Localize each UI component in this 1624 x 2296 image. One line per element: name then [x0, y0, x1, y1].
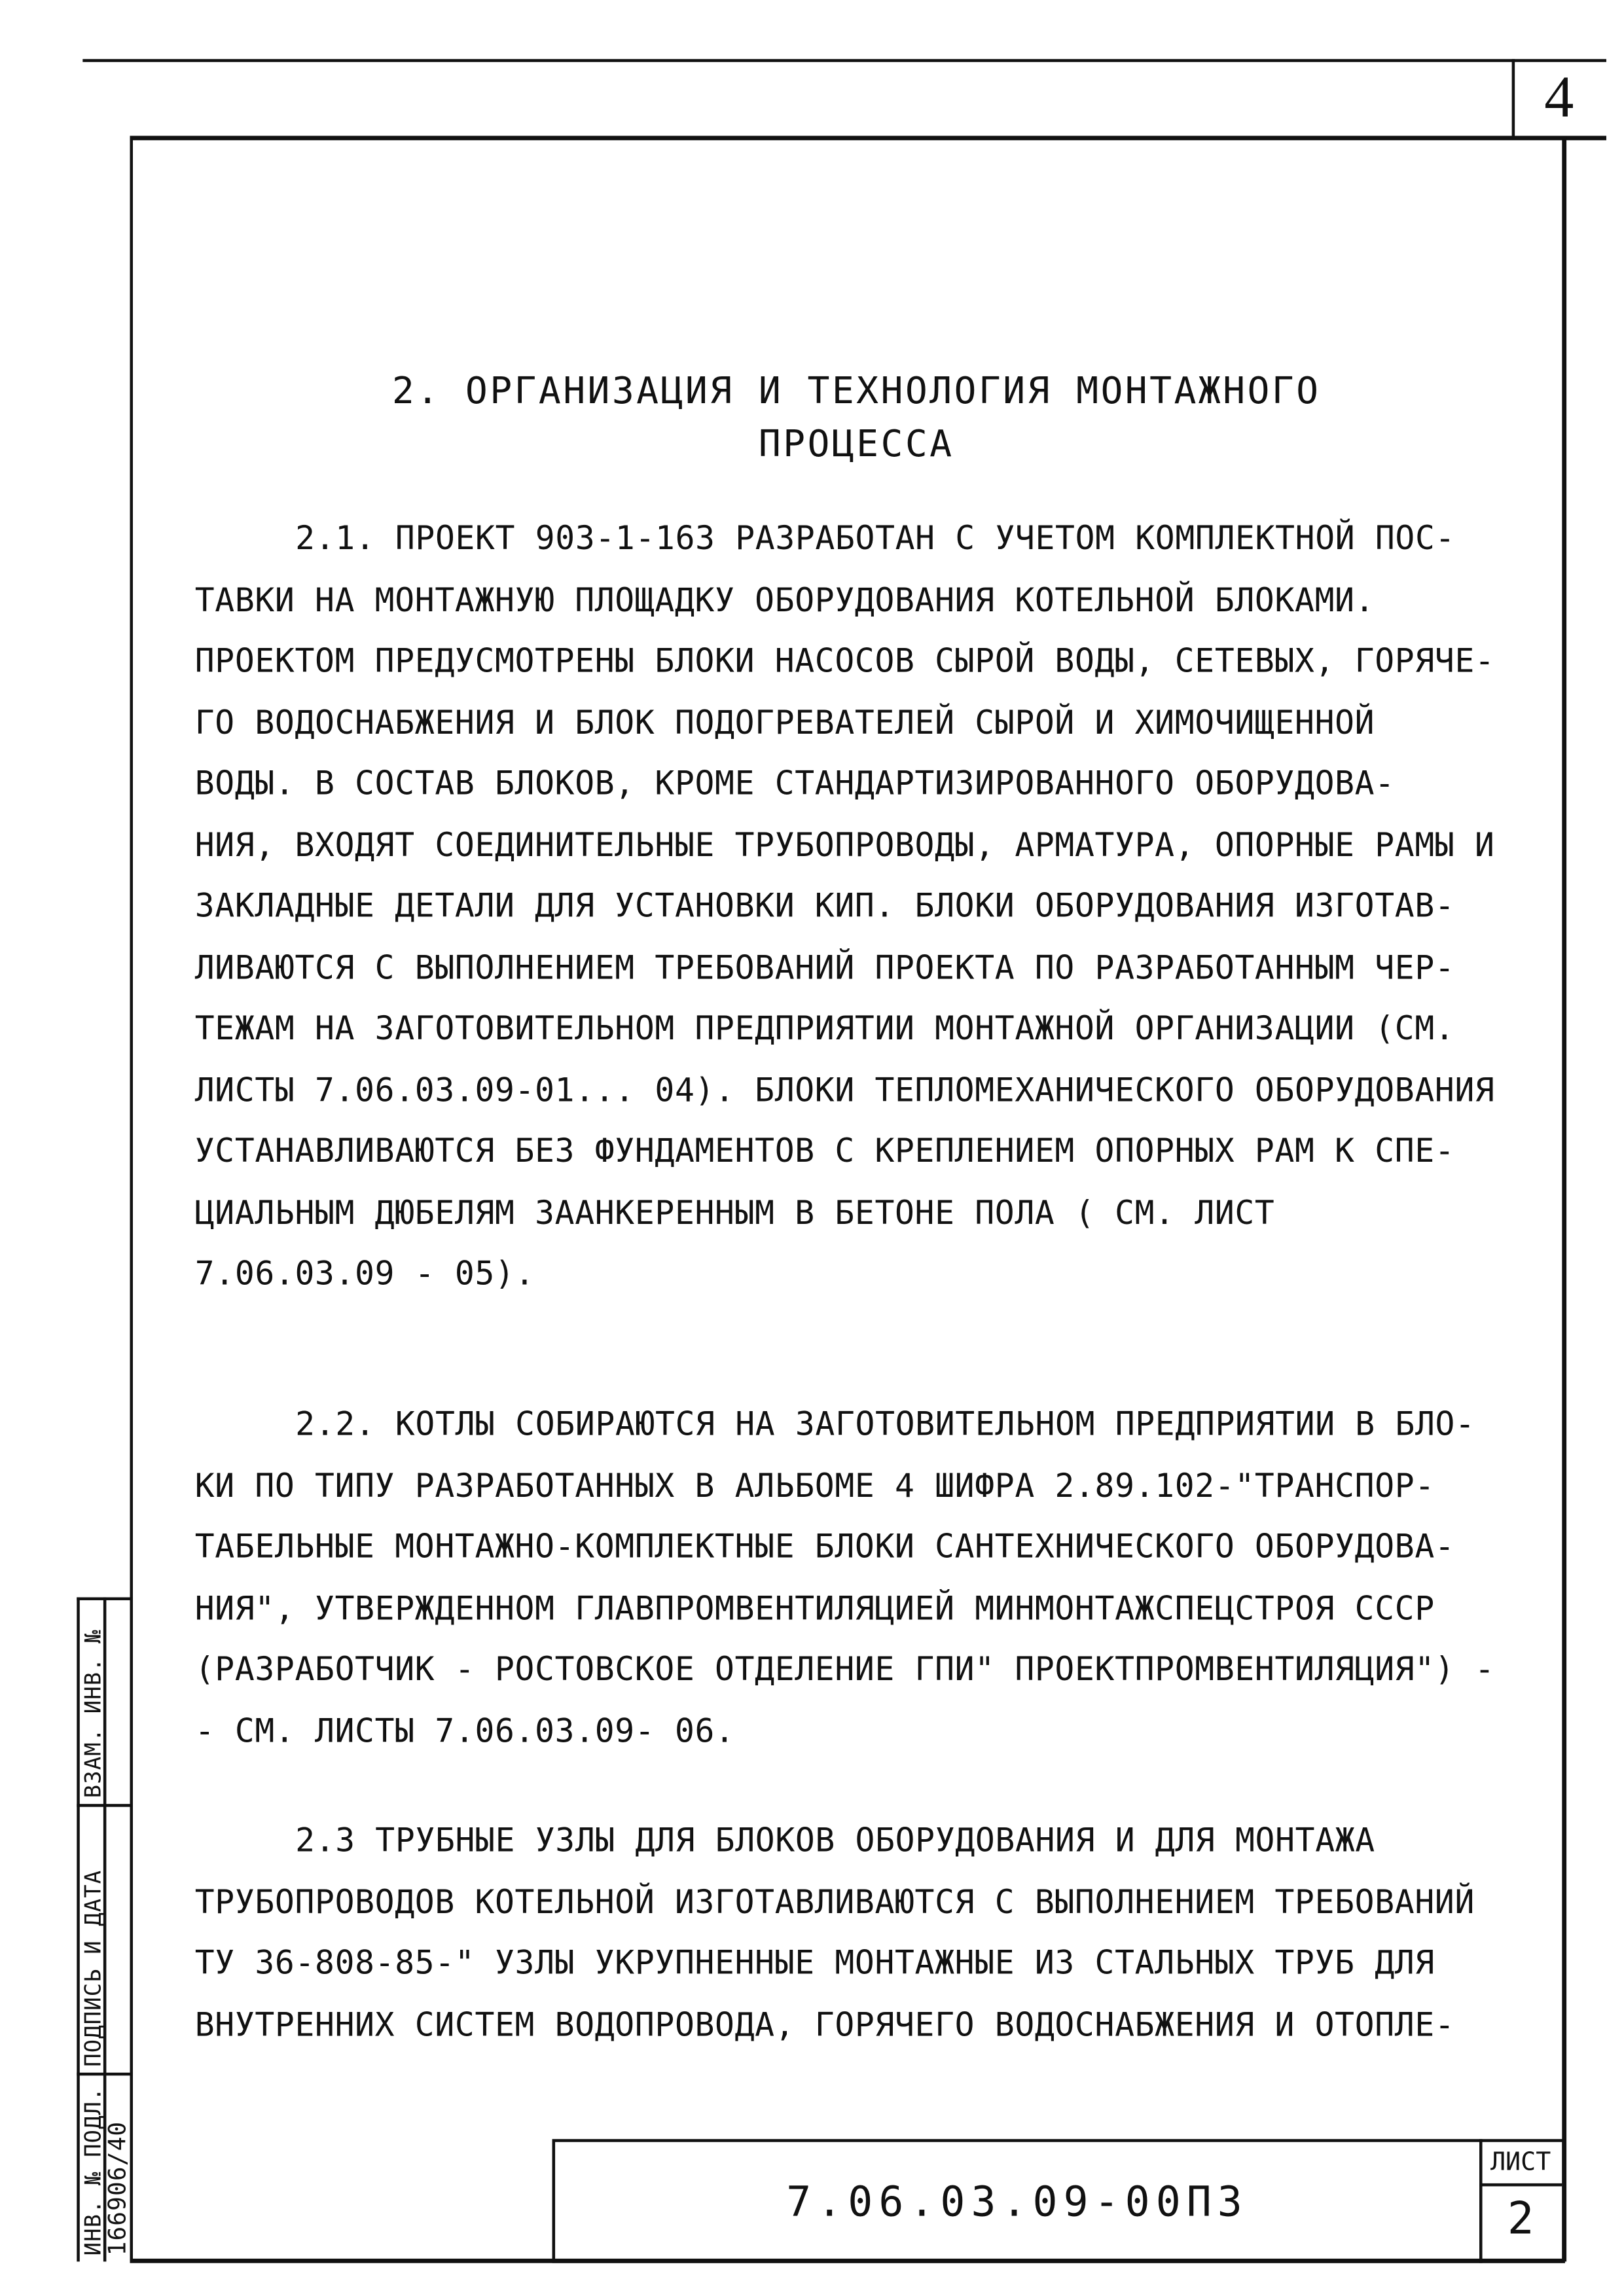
sheet-label: ЛИСТ	[1490, 2147, 1551, 2178]
frame-top	[130, 136, 1606, 141]
side-label-inv-number: ИНВ. № ПОДЛ.	[79, 2087, 107, 2256]
text-line: ТАВКИ НА МОНТАЖНУЮ ПЛОЩАДКУ ОБОРУДОВАНИЯ КОТЕЛЬНОЙ БЛОКАМИ.	[194, 582, 1375, 620]
side-stamp-divider-1	[77, 1804, 133, 1807]
text-line: (РАЗРАБОТЧИК - РОСТОВСКОЕ ОТДЕЛЕНИЕ ГПИ" ПРОЕКТПРОМВЕНТИЛЯЦИЯ") -	[194, 1651, 1495, 1689]
corner-page-number: 4	[1544, 63, 1574, 130]
frame-right	[1562, 136, 1566, 2262]
text-line: 2.1. ПРОЕКТ 903-1-163 РАЗРАБОТАН С УЧЕТОМ КОМПЛЕКТНОЙ ПОС-	[295, 521, 1456, 558]
side-stamp-divider-2	[77, 2073, 133, 2076]
paragraph-2-2	[195, 1395, 1539, 1763]
text-line: ВНУТРЕННИХ СИСТЕМ ВОДОПРОВОДА, ГОРЯЧЕГО ВОДОСНАБЖЕНИЯ И ОТОПЛЕ-	[194, 2007, 1455, 2044]
text-line: КИ ПО ТИПУ РАЗРАБОТАННЫХ В АЛЬБОМЕ 4 ШИФРА 2.89.102-"ТРАНСПОР-	[194, 1468, 1435, 1505]
text-line: ГО ВОДОСНАБЖЕНИЯ И БЛОК ПОДОГРЕВАТЕЛЕЙ СЫРОЙ И ХИМОЧИЩЕННОЙ	[194, 705, 1375, 742]
paragraph-2-1	[195, 509, 1539, 1306]
text-line: ТАБЕЛЬНЫЕ МОНТАЖНО-КОМПЛЕКТНЫЕ БЛОКИ САНТЕХНИЧЕСКОГО ОБОРУДОВА-	[194, 1529, 1455, 1567]
text-line: ЛИСТЫ 7.06.03.09-01... 04). БЛОКИ ТЕПЛОМЕХАНИЧЕСКОГО ОБОРУДОВАНИЯ	[194, 1072, 1495, 1110]
text-line: - СМ. ЛИСТЫ 7.06.03.09- 06.	[194, 1713, 735, 1750]
section-heading-line1: 2. ОРГАНИЗАЦИЯ И ТЕХНОЛОГИЯ МОНТАЖНОГО	[391, 368, 1321, 412]
text-line: ЦИАЛЬНЫМ ДЮБЕЛЯМ ЗААНКЕРЕННЫМ В БЕТОНЕ ПОЛА ( СМ. ЛИСТ	[194, 1194, 1275, 1232]
sheet-number: 2	[1507, 2193, 1534, 2246]
text-line: УСТАНАВЛИВАЮТСЯ БЕЗ ФУНДАМЕНТОВ С КРЕПЛЕНИЕМ ОПОРНЫХ РАМ К СПЕ-	[194, 1134, 1455, 1171]
side-value-inv-number: 166906/40	[103, 2121, 132, 2256]
text-line: ВОДЫ. В СОСТАВ БЛОКОВ, КРОМЕ СТАНДАРТИЗИРОВАННОГО ОБОРУДОВА-	[194, 766, 1395, 803]
document-code: 7.06.03.09-00ПЗ	[786, 2177, 1248, 2227]
side-label-replace-inv: ВЗАМ. ИНВ. №	[79, 1629, 107, 1799]
text-line: 2.3 ТРУБНЫЕ УЗЛЫ ДЛЯ БЛОКОВ ОБОРУДОВАНИЯ И ДЛЯ МОНТАЖА	[295, 1823, 1375, 1860]
text-line: НИЯ", УТВЕРЖДЕННОМ ГЛАВПРОМВЕНТИЛЯЦИЕЙ МИНМОНТАЖСПЕЦСТРОЯ СССР	[194, 1590, 1435, 1628]
text-line: 2.2. КОТЛЫ СОБИРАЮТСЯ НА ЗАГОТОВИТЕЛЬНОМ ПРЕДПРИЯТИИ В БЛО-	[295, 1407, 1475, 1444]
top-rule	[82, 59, 1606, 62]
text-line: ТРУБОПРОВОДОВ КОТЕЛЬНОЙ ИЗГОТАВЛИВАЮТСЯ С ВЫПОЛНЕНИЕМ ТРЕБОВАНИЙ	[194, 1884, 1475, 1922]
frame-left	[130, 136, 133, 2262]
text-line: НИЯ, ВХОДЯТ СОЕДИНИТЕЛЬНЫЕ ТРУБОПРОВОДЫ, АРМАТУРА, ОПОРНЫЕ РАМЫ И	[194, 827, 1495, 865]
text-line: ПРОЕКТОМ ПРЕДУСМОТРЕНЫ БЛОКИ НАСОСОВ СЫРОЙ ВОДЫ, СЕТЕВЫХ, ГОРЯЧЕ-	[194, 643, 1495, 681]
paragraph-2-3	[195, 1811, 1539, 2056]
text-line: ЛИВАЮТСЯ С ВЫПОЛНЕНИЕМ ТРЕБОВАНИЙ ПРОЕКТА ПО РАЗРАБОТАННЫМ ЧЕР-	[194, 950, 1455, 987]
text-line: 7.06.03.09 - 05).	[194, 1256, 535, 1293]
text-line: ЗАКЛАДНЫЕ ДЕТАЛИ ДЛЯ УСТАНОВКИ КИП. БЛОКИ ОБОРУДОВАНИЯ ИЗГОТАВ-	[194, 888, 1455, 926]
section-heading-line2: ПРОЦЕССА	[758, 422, 954, 465]
side-label-signature-date: ПОДПИСЬ И ДАТА	[79, 1869, 107, 2067]
side-stamp-top	[77, 1597, 133, 1600]
text-line: ТЕЖАМ НА ЗАГОТОВИТЕЛЬНОМ ПРЕДПРИЯТИИ МОНТАЖНОЙ ОРГАНИЗАЦИИ (СМ.	[194, 1011, 1455, 1049]
text-line: ТУ 36-808-85-" УЗЛЫ УКРУПНЕННЫЕ МОНТАЖНЫЕ ИЗ СТАЛЬНЫХ ТРУБ ДЛЯ	[194, 1945, 1435, 1983]
